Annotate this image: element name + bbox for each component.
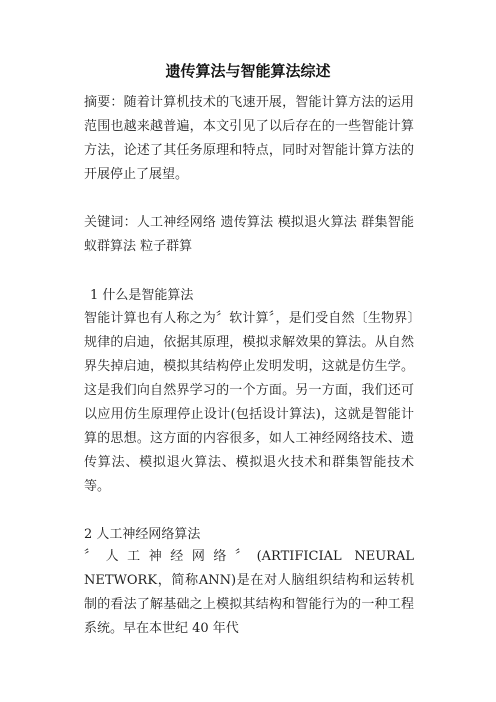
section-2-paragraph: 〞人工神经网络〞(ARTIFICIAL NEURAL NETWORK，简称ANN)是在对人脑组织结构和运转机制的看法了解基础之上模拟其结构和智能行为的一种工程系统。早在本世纪 40 年代: [84, 549, 414, 636]
abstract-paragraph: 摘要：随着计算机技术的飞速开展，智能计算方法的运用范围也越来越普遍，本文引见了以后存在的一些智能计算方法，论述了其任务原理和特点，同时对智能计算方法的开展停止了展望。: [84, 95, 414, 182]
document-title: 遗传算法与智能算法综述: [165, 62, 331, 80]
section-1-paragraph: 智能计算也有人称之为〞软计算〞，是们受自然〔生物界〕规律的启迪，依据其原理，模拟求解效果的算法。从自然界失掉启迪，模拟其结构停止发明发明，这就是仿生学。这是我们向自然界学习的一个方面。另一方面，我们还可以应用仿生原理停止设计(包括设计算法)，这就是智能计算的思想。这方面的内容很多，如人工神经网络技术、遗传算法、模拟退火算法、模拟退火技术和群集智能技术等。: [84, 311, 414, 494]
keywords-paragraph: 关键词：人工神经网络 遗传算法 模拟退火算法 群集智能 蚁群算法 粒子群算: [84, 215, 414, 254]
section-1-heading: 1 什么是智能算法: [90, 288, 194, 303]
section-2-heading: 2 人工神经网络算法: [84, 527, 201, 542]
